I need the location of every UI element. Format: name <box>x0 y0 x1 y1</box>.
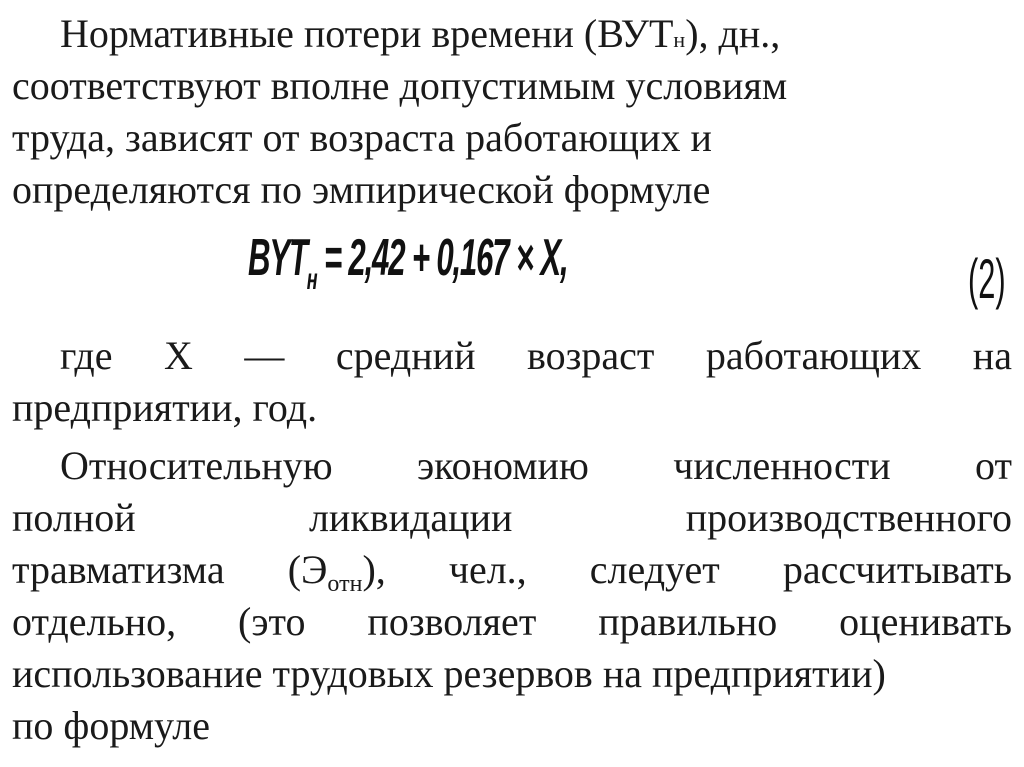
word: (Э <box>287 547 328 592</box>
word: производственного <box>685 495 1012 540</box>
word: возраст <box>526 333 655 378</box>
word: следует <box>589 547 720 592</box>
word: рассчитывать <box>782 547 1012 592</box>
word: правильно <box>598 599 778 644</box>
word: экономию <box>417 443 589 488</box>
word: от <box>975 443 1012 488</box>
word: работающих <box>705 333 922 378</box>
formula-rhs: = 2,42 + 0,167 × X, <box>316 229 568 287</box>
equation-number: (2) <box>968 247 1006 310</box>
text-line: использование трудовых резервов на предприятии) <box>12 651 886 696</box>
formula-lhs: BYT <box>248 229 307 287</box>
word: численности <box>673 443 891 488</box>
text-line: по формуле <box>12 703 210 748</box>
text-line-justified <box>12 330 1012 382</box>
text-fragment: ), дн., <box>685 11 781 56</box>
word: — <box>244 333 285 378</box>
formula-lhs-subscript: н <box>306 263 317 296</box>
word: ), <box>362 547 386 592</box>
word: Относительную <box>60 443 333 488</box>
paragraph-where <box>12 330 1012 434</box>
word-with-subscript <box>288 544 386 596</box>
paragraph-economy <box>12 440 1012 752</box>
subscript: отн <box>327 571 363 597</box>
text-line: определяются по эмпирической формуле <box>12 167 711 212</box>
text-line: соответствуют вполне допустимым условиям <box>12 63 788 108</box>
word: ликвидации <box>308 495 513 540</box>
word: X <box>164 333 193 378</box>
word: отдельно, <box>12 599 177 644</box>
word: на <box>972 333 1012 378</box>
text-line-justified <box>12 544 1012 596</box>
text-line-justified <box>12 596 1012 648</box>
word: травматизма <box>12 547 225 592</box>
word: оценивать <box>839 599 1012 644</box>
text-fragment: Нормативные потери времени (ВУТ <box>60 11 674 56</box>
word: средний <box>335 333 476 378</box>
word: чел., <box>448 547 527 592</box>
text-line-justified <box>12 440 1012 492</box>
word: позволяет <box>367 599 537 644</box>
word: (это <box>238 599 306 644</box>
text-line-justified <box>12 492 1012 544</box>
paragraph-intro <box>12 8 1012 216</box>
word: полной <box>12 495 136 540</box>
formula-vut <box>248 228 567 297</box>
text-line <box>12 8 1012 60</box>
text-line: предприятии, год. <box>12 385 318 430</box>
word: где <box>60 333 113 378</box>
text-line: труда, зависят от возраста работающих и <box>12 115 712 160</box>
subscript: н <box>673 27 686 52</box>
